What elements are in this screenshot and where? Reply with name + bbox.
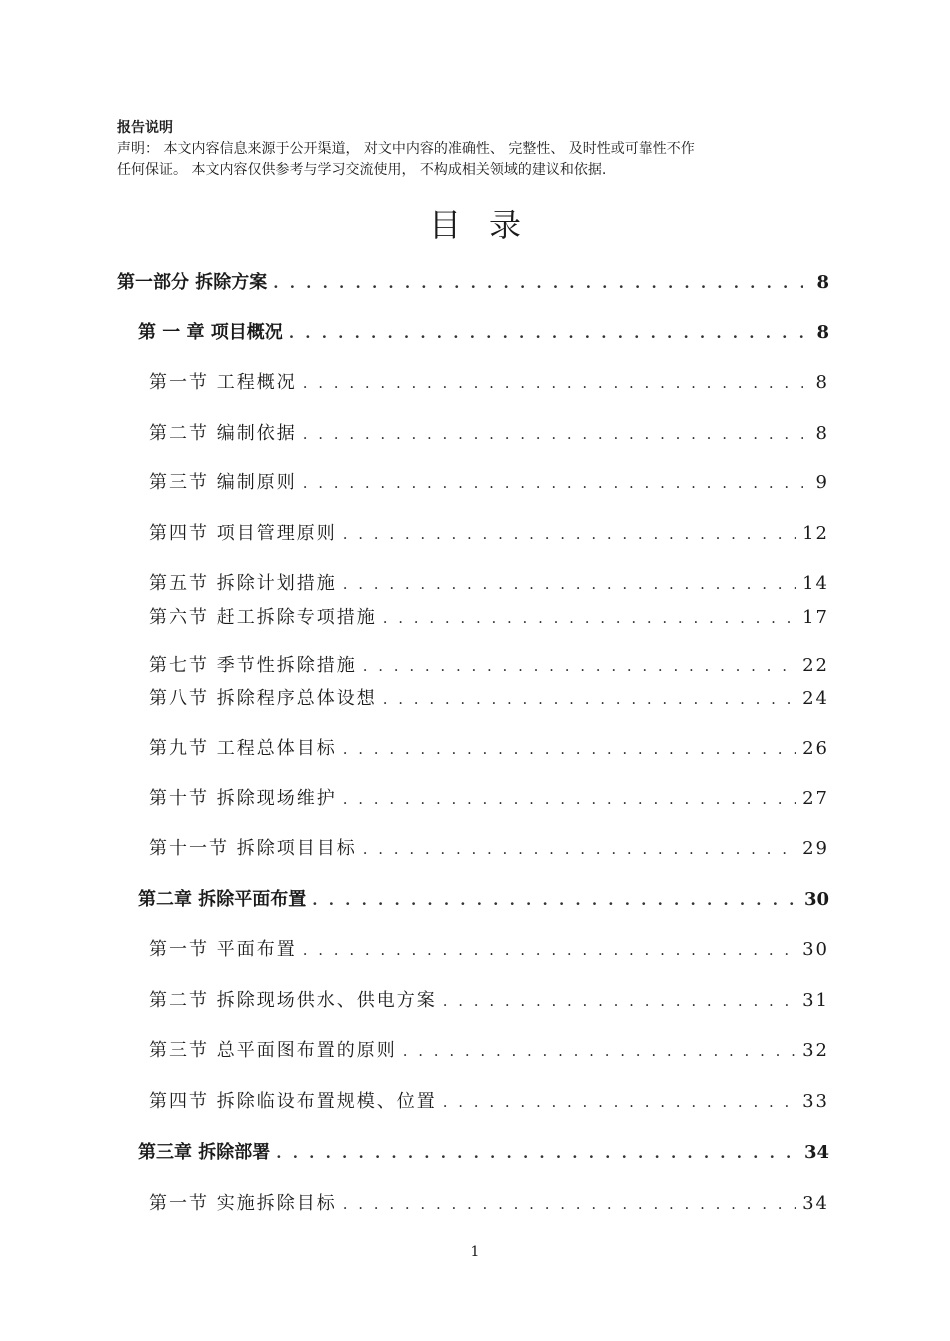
toc-entry-page: 17: [802, 607, 829, 628]
toc-leader-dots: [303, 425, 803, 443]
toc-leader-dots: [289, 324, 803, 342]
toc-entry-section[interactable]: [149, 603, 829, 631]
toc-entry-label: 第三章 拆除部署: [138, 1142, 271, 1163]
toc-entry-section[interactable]: [149, 651, 829, 679]
toc-entry-page: 8: [815, 423, 829, 444]
toc-leader-dots: [343, 1195, 796, 1213]
toc-entry-page: 30: [802, 939, 829, 960]
toc-entry-page: 31: [802, 990, 829, 1011]
toc-entry-label: 第二节 拆除现场供水、供电方案: [149, 990, 437, 1011]
toc-entry-label: 第三节 编制原则: [149, 472, 297, 493]
toc-entry-label: 第四节 项目管理原则: [149, 523, 337, 544]
toc-entry-section[interactable]: [149, 569, 829, 597]
toc-entry-page: 30: [803, 889, 829, 910]
toc-entry-label: 第三节 总平面图布置的原则: [149, 1040, 397, 1061]
toc-entry-section[interactable]: [149, 834, 829, 862]
toc-entry-chapter-3[interactable]: [138, 1138, 829, 1166]
toc-entry-label: 第十节 拆除现场维护: [149, 788, 337, 809]
toc-entry-label: 第一节 工程概况: [149, 372, 297, 393]
toc-entry-page: 32: [802, 1040, 829, 1061]
page-number: 1: [470, 1244, 480, 1260]
toc-entry-page: 8: [815, 372, 829, 393]
toc-entry-label: 第一节 实施拆除目标: [149, 1193, 337, 1214]
toc-entry-page: 14: [802, 573, 829, 594]
toc-leader-dots: [443, 1093, 796, 1111]
toc-entry-page: 24: [802, 688, 829, 709]
toc-entry-page: 33: [802, 1091, 829, 1112]
toc-entry-section[interactable]: [149, 935, 829, 963]
toc-entry-section[interactable]: [149, 419, 829, 447]
toc-leader-dots: [276, 1144, 798, 1162]
toc-entry-page: 29: [802, 838, 829, 859]
toc-entry-section[interactable]: [149, 684, 829, 712]
toc-leader-dots: [343, 575, 796, 593]
toc-entry-label: 第一部分 拆除方案: [117, 272, 268, 293]
toc-leader-dots: [383, 690, 796, 708]
notice-title: 报告说明: [117, 120, 173, 136]
notice-line-1: 声明： 本文内容信息来源于公开渠道， 对文中内容的准确性、 完整性、 及时性或可靠性不作: [117, 141, 695, 157]
toc-entry-page: 8: [816, 272, 829, 293]
toc-leader-dots: [273, 274, 803, 292]
toc-entry-section[interactable]: [149, 1189, 829, 1217]
toc-entry-section[interactable]: [149, 734, 829, 762]
toc-entry-page: 8: [816, 322, 829, 343]
toc-leader-dots: [403, 1042, 796, 1060]
toc-entry-page: 27: [802, 788, 829, 809]
toc-leader-dots: [303, 941, 796, 959]
report-notice: [117, 118, 837, 181]
toc-leader-dots: [363, 657, 796, 675]
notice-line-2: 任何保证。 本文内容仅供参考与学习交流使用， 不构成相关领域的建议和依据.: [117, 162, 607, 178]
toc-entry-section[interactable]: [149, 784, 829, 812]
toc-entry-label: 第六节 赶工拆除专项措施: [149, 607, 377, 628]
toc-entry-label: 第五节 拆除计划措施: [149, 573, 337, 594]
toc-leader-dots: [303, 374, 803, 392]
toc-entry-page: 9: [815, 472, 829, 493]
toc-entry-section[interactable]: [149, 468, 829, 496]
toc-entry-section[interactable]: [149, 986, 829, 1014]
toc-entry-page: 12: [802, 523, 829, 544]
toc-entry-part-1[interactable]: [117, 268, 829, 296]
toc-leader-dots: [363, 840, 796, 858]
toc-entry-page: 22: [802, 655, 829, 676]
toc-entry-label: 第一节 平面布置: [149, 939, 297, 960]
toc-entry-chapter-2[interactable]: [138, 885, 829, 913]
toc-entry-label: 第四节 拆除临设布置规模、位置: [149, 1091, 437, 1112]
toc-entry-label: 第十一节 拆除项目目标: [149, 838, 357, 859]
toc-leader-dots: [343, 790, 796, 808]
toc-entry-page: 26: [802, 738, 829, 759]
toc-entry-label: 第七节 季节性拆除措施: [149, 655, 357, 676]
toc-leader-dots: [383, 609, 796, 627]
toc-entry-chapter-1[interactable]: [138, 318, 829, 346]
toc-leader-dots: [343, 740, 796, 758]
toc-leader-dots: [343, 525, 796, 543]
toc-entry-section[interactable]: [149, 368, 829, 396]
toc-entry-label: 第九节 工程总体目标: [149, 738, 337, 759]
toc-entry-section[interactable]: [149, 519, 829, 547]
toc-leader-dots: [303, 474, 803, 492]
toc-entry-label: 第二章 拆除平面布置: [138, 889, 307, 910]
toc-entry-page: 34: [802, 1193, 829, 1214]
toc-entry-page: 34: [803, 1142, 829, 1163]
toc-entry-label: 第二节 编制依据: [149, 423, 297, 444]
toc-entry-label: 第八节 拆除程序总体设想: [149, 688, 377, 709]
toc-leader-dots: [312, 891, 798, 909]
toc-entry-label: 第 一 章 项目概况: [138, 322, 283, 343]
toc-leader-dots: [443, 992, 796, 1010]
toc-entry-section[interactable]: [149, 1087, 829, 1115]
toc-title: 目录: [428, 206, 549, 244]
toc-entry-section[interactable]: [149, 1036, 829, 1064]
